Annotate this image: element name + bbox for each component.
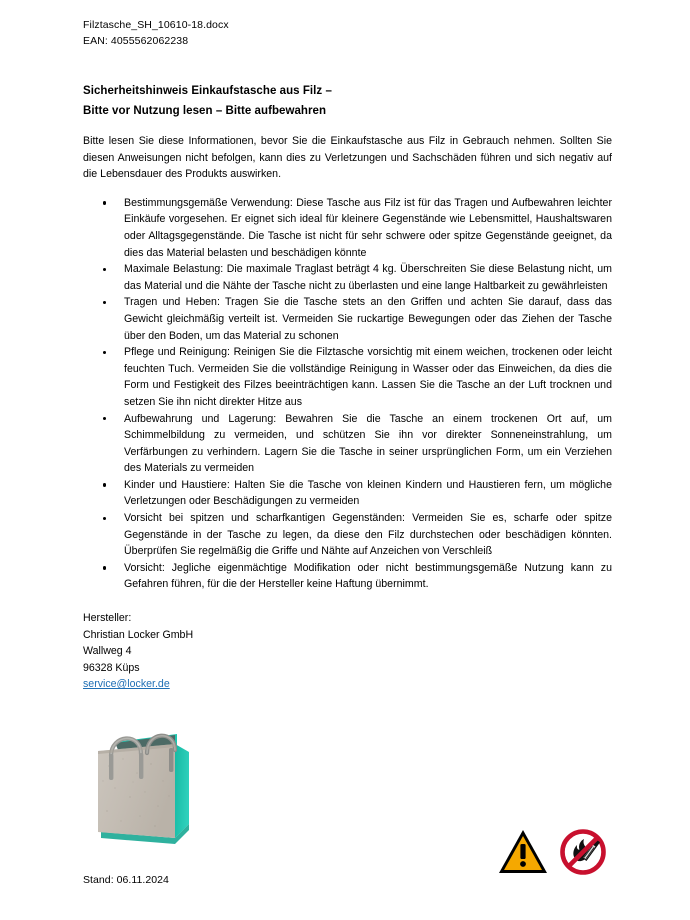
list-item [83, 294, 612, 344]
revision-date: Stand: 06.11.2024 [83, 874, 169, 886]
list-item [83, 195, 612, 261]
list-item-text-last: mögliche Verletzungen oder Beschädigungen zu vermeiden [124, 478, 613, 508]
list-item [83, 261, 612, 294]
list-item-text-last: Gegenstände geeignet, da dies das Material belasten und beschädigen könnte [124, 229, 612, 259]
list-item-text: Aufbewahrung und Lagerung: Bewahren Sie die Tasche an einem trockenen Ort auf, um Schimmelbildung zu vermeiden, und schützen Sie ihn vor direkter Sonneneinstrahlung, um Verfärbungen zu verhindern. Lagern Sie die Tasche in seiner ursprünglichen Form, um ein [124, 412, 612, 458]
list-item [83, 344, 612, 410]
list-item-text: Maximale Belastung: Die maximale Traglast beträgt 4 kg. Überschreiten Sie diese Belastung nicht, um das Material und die Nähte der Tasche nicht zu überlasten und eine lange [124, 263, 612, 292]
document-header [83, 18, 612, 49]
list-item-text-last: Tasche an der Luft trocknen und setzen Sie ihn nicht direkter Hitze aus [124, 379, 612, 408]
page-title-line-1: Sicherheitshinweis Einkaufstasche aus Filz – [83, 85, 332, 97]
manufacturer-email-link[interactable]: service@locker.de [83, 678, 170, 691]
list-item-text: Vorsicht bei spitzen und scharfkantigen Gegenständen: Vermeiden Sie es, scharfe oder spitze Gegenstände in der Tasche zu legen, da diese den Filz durchstechen oder beschädigen [124, 512, 612, 541]
list-item-text: Bestimmungsgemäße Verwendung: Diese Tasche aus Filz ist für das Tragen und Aufbewahren leichter Einkäufe vorgesehen. Er eignet sich ideal für kleinere Gegenstände wie Lebensmittel, Haushaltswaren oder Alltagsgegenstände. Die Tasche ist nicht für sehr schwere oder spitze [124, 196, 612, 242]
page-title-line-2: Bitte vor Nutzung lesen – Bitte aufbewahren [83, 105, 327, 117]
list-item-text-last: Tasche über den Boden, um das Material zu schonen [124, 312, 612, 342]
felt-shopping-bag-photo [85, 726, 205, 854]
general-warning-triangle-icon [497, 827, 549, 877]
manufacturer-company: Christian Locker GmbH [83, 628, 194, 641]
manufacturer-label: Hersteller: [83, 612, 132, 625]
no-open-flame-icon [557, 827, 609, 877]
list-item-text-last: zu Gefahren führen, für die der Hersteller keine Haftung übernimmt. [124, 561, 612, 591]
list-item-text: Vorsicht: Jegliche eigenmächtige Modifikation oder nicht bestimmungsgemäße Nutzung kann [124, 561, 594, 574]
document-ean: EAN: 4055562062238 [83, 34, 189, 47]
list-item-text: Tragen und Heben: Tragen Sie die Tasche stets an den Griffen und achten Sie darauf, dass das Gewicht gleichmäßig verteilt ist. Vermeiden Sie ruckartige Bewegungen oder das Ziehen der [124, 296, 612, 325]
list-item [83, 560, 612, 593]
list-item [83, 477, 612, 510]
list-item-text: Pflege und Reinigung: Reinigen Sie die Filztasche vorsichtig mit einem weichen, trockenen oder leicht feuchten Tuch. Vermeiden Sie die vollständige Reinigung in Wasser oder das Einweichen, da dies die Form und Festigkeit des Filzes beeinträchtigen kann. Lassen Sie die [124, 346, 612, 392]
manufacturer-city: 96328 Küps [83, 661, 140, 674]
list-item-text-last: Haltbarkeit zu gewährleisten [473, 279, 608, 292]
page-title [83, 81, 612, 121]
list-item [83, 510, 612, 560]
intro-paragraph: Bitte lesen Sie diese Informationen, bevor Sie die Einkaufstasche aus Filz in Gebrauch nehmen. Sollten Sie diesen Anweisungen nicht befolgen, kann dies zu Verletzungen und Sachschäden führen und sich negativ auf die Lebensdauer des Produkts auswirken. [83, 135, 612, 181]
manufacturer-street: Wallweg 4 [83, 645, 132, 658]
list-item-text-last: könnten. Überprüfen Sie regelmäßig die Griffe und Nähte auf Anzeichen von Verschleiß [124, 528, 612, 558]
list-item [83, 411, 612, 477]
document-filename: Filztasche_SH_10610-18.docx [83, 19, 229, 31]
safety-pictograms [497, 827, 612, 879]
safety-instructions-list [83, 195, 612, 593]
manufacturer-block [83, 610, 612, 693]
list-item-text: Kinder und Haustiere: Halten Sie die Tasche von kleinen Kindern und Haustieren fern, um [124, 478, 566, 491]
list-item-text-last: Verziehen des Materials zu vermeiden [124, 445, 612, 475]
